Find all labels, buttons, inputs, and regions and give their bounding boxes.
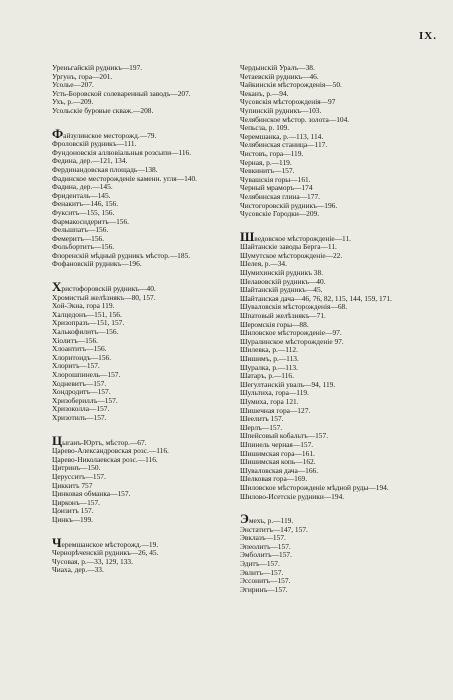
index-entry: Фармакосидеритъ—156.	[52, 216, 130, 226]
index-entry: Шиловское мѣсторожденіе—97.	[240, 328, 342, 338]
index-entry: Шпинель черная—157.	[240, 439, 314, 449]
index-entry: Хондродитъ—157.	[52, 387, 111, 397]
index-entry: Чевкинитъ—157.	[240, 166, 295, 176]
index-entry: Шелавовскій рудникъ—40.	[240, 276, 326, 286]
index-entry: Шумутское мѣсторожденіе—22.	[240, 250, 343, 260]
index-entry: Уреньгайскій рудникъ—197.	[52, 63, 143, 72]
section-initial-letter: Ф	[52, 125, 64, 141]
section-heading-text: мехъ, р.—119.	[248, 516, 294, 526]
index-entry: Чернорѣченскій рудникъ—26, 45.	[52, 548, 159, 558]
section-initial-letter: Х	[52, 279, 62, 295]
index-entry: Церусситъ—157.	[52, 471, 106, 481]
index-entry: Чистовъ, гора—119.	[240, 148, 304, 158]
index-entry: Усольскіе буровые скваж.—208.	[52, 105, 154, 115]
index-entry: Хіолитъ—156.	[52, 335, 99, 345]
index-entry: Фельшпатъ—156.	[52, 225, 109, 235]
index-entry: Чупинскій рудникъ—103.	[240, 105, 322, 115]
index-entry: Царево-Александровская розс.—116.	[52, 446, 169, 456]
index-entry: Шайтанскіе заводы Берга—11.	[240, 242, 337, 252]
index-entry: Шишимская копь—162.	[240, 457, 316, 467]
index-entry: Фукситъ—155, 156.	[52, 207, 115, 217]
index-column-right	[240, 64, 440, 594]
index-entry: Царево-Николаевская розс.—116.	[52, 454, 158, 464]
index-entry: Цитринъ—150.	[52, 463, 101, 473]
index-entry: Черный мраморъ—174	[240, 183, 313, 193]
section-initial-letter: Э	[240, 511, 249, 527]
index-entry: Шиловское мѣсторожденіе мѣдной руды—194.	[240, 482, 389, 492]
index-entry: Челябинская глина—177.	[240, 191, 320, 201]
section-heading-text: ведовское мѣсторожденіе—11.	[254, 233, 352, 243]
index-entry: Эвлитъ—157.	[240, 567, 284, 577]
index-entry: Хлоритъ—157.	[52, 361, 100, 371]
index-entry: Шеромскія горы—88.	[240, 319, 309, 329]
index-entry: Шуваловская дача—166.	[240, 465, 319, 475]
index-entry: Цинкъ—199.	[52, 514, 93, 524]
index-entry: Эвклазъ—157.	[240, 533, 286, 543]
index-entry: Шайтанскій рудникъ—45.	[240, 285, 323, 295]
index-column-left	[52, 63, 255, 575]
index-entry: Ургунъ, гора—201.	[52, 71, 113, 81]
index-entry: Эмболитъ—157.	[240, 550, 292, 560]
index-entry: Шпейсовый кобальтъ—157.	[240, 431, 329, 441]
index-entry: Шуралинское мѣсторожденіе 97.	[240, 336, 344, 346]
index-entry: Цоизитъ 157.	[52, 506, 94, 516]
index-entry: Шатаръ, р.—116.	[240, 371, 294, 381]
index-entry: Чердынскій Уралъ—38.	[240, 63, 315, 72]
index-entry: Фундоновскія аллювіальныя розсыпи—116.	[52, 147, 192, 157]
index-entry: Флоренскій мѣдный рудникъ мѣстор.—185.	[52, 250, 191, 260]
index-entry: Шпатовый желѣзнякъ—71.	[240, 311, 326, 321]
index-entry: Фердинандовская площадь—138.	[52, 164, 158, 174]
index-entry: Шумиха, гора 121.	[240, 396, 299, 406]
section-initial-letter: Ч	[52, 534, 62, 550]
index-entry: Шишечная гора—127.	[240, 405, 311, 415]
index-entry: Чусовскіе Городки—209.	[240, 209, 320, 219]
index-entry: Фольбортитъ—156.	[52, 242, 115, 252]
index-entry: Фадинское месторожденіе каменн. угля—140.	[52, 173, 198, 183]
index-entry: Хромистый желѣзнякъ—80, 157.	[52, 292, 156, 302]
index-entry: Хризотилъ—157.	[52, 412, 107, 422]
index-entry: Чусовая, р.—33, 129, 133.	[52, 556, 133, 566]
index-entry: Чеканъ, р.—94.	[240, 88, 289, 98]
index-entry: Хлоантитъ—156.	[52, 344, 107, 354]
index-entry: Цинковая обманка—157.	[52, 489, 131, 499]
index-entry: Федина, дер.—121, 134.	[52, 156, 128, 166]
index-entry: Чувашскія горы—161.	[240, 174, 311, 184]
index-entry: Шегултанскій увалъ—94, 119.	[240, 379, 336, 389]
index-entry: Чепьсза, р. 109.	[240, 123, 290, 133]
index-entry: Халцедонъ—151, 156.	[52, 309, 122, 319]
index-entry: Шуваловскія мѣсторожденія—68.	[240, 302, 348, 312]
section-heading-text: айзулинское месторожд.—79.	[63, 130, 157, 140]
index-entry: Фроловскій рудникъ—111.	[52, 139, 137, 149]
index-entry: Чистогоровскій рудникъ—196.	[240, 200, 338, 210]
index-entry: Эссонитъ—157.	[240, 576, 291, 586]
index-entry: Шилевка, р.—112.	[240, 345, 298, 355]
index-entry: Хой-Экна, гора 119.	[52, 301, 115, 311]
index-entry: Фенакитъ—146, 156.	[52, 199, 119, 209]
index-entry: Чайкинскія мѣсторожденія—50.	[240, 80, 342, 90]
index-entry: Фриденталь—145.	[52, 190, 111, 200]
index-entry: Челябинская станица—117.	[240, 140, 328, 150]
index-entry: Ухъ, р.—209.	[52, 97, 94, 107]
index-entry: Усть-Боровской солеваренный заводъ—207.	[52, 88, 191, 98]
index-entry: Усолье—207.	[52, 80, 94, 90]
index-entry: Челябинское мѣстор. золота—104.	[240, 114, 350, 124]
section-heading-text: ристофоровскій рудникъ—40.	[61, 284, 156, 294]
index-entry: Шуралка, р.—113.	[240, 362, 298, 372]
index-entry: Черемшанка, р.—113, 114.	[240, 131, 324, 141]
section-heading-text: еремшанское мѣсторожд.—19.	[61, 539, 159, 549]
index-entry: Черная, р.—119.	[240, 157, 292, 167]
section-initial-letter: Ц	[52, 432, 63, 448]
index-entry: Шеелитъ 157.	[240, 414, 284, 424]
index-entry: Энстатитъ—147, 157.	[240, 524, 308, 534]
index-entry: Шумихинскій рудникъ 38.	[240, 268, 324, 278]
index-entry: Четаевскій рудникъ—46.	[240, 71, 319, 81]
index-entry: Хлорошпинель—157.	[52, 370, 121, 379]
index-entry: Эдитъ—157.	[240, 559, 280, 569]
index-entry: Эпеолитъ—157.	[240, 541, 291, 551]
index-entry: Хлоритоидъ—156.	[52, 352, 112, 362]
index-entry: Фадина, дер.—145.	[52, 182, 113, 192]
index-entry: Шишимъ, р.—113.	[240, 354, 299, 363]
index-entry: Хризобериллъ—157.	[52, 395, 118, 405]
index-entry: Шилово-Исетскіе рудники—194.	[240, 491, 345, 501]
index-entry: Ходневитъ—157.	[52, 378, 107, 388]
index-entry: Цирконъ—157.	[52, 497, 100, 507]
index-entry: Хризоколла—157.	[52, 404, 110, 414]
index-entry: Чиаха, дер.—33.	[52, 565, 104, 575]
index-entry: Фофановскій рудникъ—196.	[52, 259, 142, 269]
index-entry: Фемеритъ—156.	[52, 233, 105, 243]
page-number: IX.	[419, 30, 437, 42]
section-initial-letter: Ш	[240, 228, 255, 244]
index-entry: Шерлъ—157.	[240, 422, 283, 432]
index-entry: Халькофилитъ—156.	[52, 327, 119, 337]
index-entry: Эгиринъ—157.	[240, 584, 288, 594]
index-entry: Шайтанская дача—46, 76, 82, 115, 144, 159, 171.	[240, 293, 392, 303]
index-entry: Чусовскія мѣсторожденія—97	[240, 97, 336, 107]
section-heading-text: ыганъ-Юртъ, мѣстор.—67.	[62, 437, 147, 447]
index-entry: Шелея, р.—34.	[240, 259, 287, 269]
index-entry: Шультиха, гора—119.	[240, 388, 309, 398]
index-entry: Циккитъ 757	[52, 480, 93, 490]
index-entry: Шишимская гора—161.	[240, 448, 315, 458]
index-entry: Хризопразъ—151, 157.	[52, 318, 125, 328]
index-entry: Шелковая гора—169.	[240, 474, 308, 484]
